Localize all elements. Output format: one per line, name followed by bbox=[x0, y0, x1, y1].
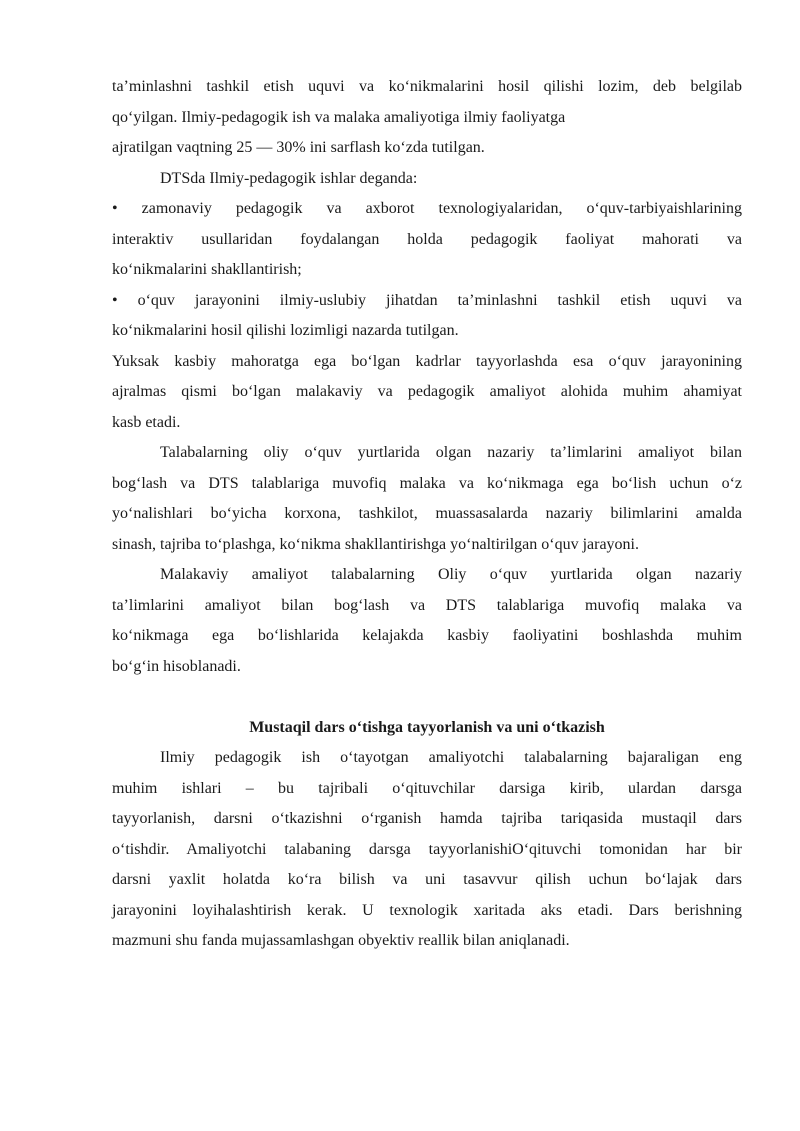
text-line: darsni yaxlit holatda ko‘ra bilish va uni tasavvur qilish uchun bo‘lajak dars bbox=[112, 871, 742, 888]
text-line: bo‘g‘in hisoblanadi. bbox=[112, 657, 241, 675]
text-line: sinash, tajriba to‘plashga, ko‘nikma shakllantirishga yo‘naltirilgan o‘quv jarayoni. bbox=[112, 535, 639, 553]
text-line: Talabalarning oliy o‘quv yurtlarida olgan nazariy ta’limlarini amaliyot bilan bbox=[160, 444, 742, 461]
text-line: qo‘yilgan. Ilmiy-pedagogik ish va malaka amaliyotiga ilmiy faoliyatga bbox=[112, 108, 566, 126]
text-line: tayyorlanish, darsni o‘tkazishni o‘rganish hamda tajriba tariqasida mustaqil dars bbox=[112, 810, 742, 827]
text-line: ajralmas qismi bo‘lgan malakaviy va pedagogik amaliyot alohida muhim ahamiyat bbox=[112, 383, 742, 400]
document-page bbox=[112, 72, 742, 957]
text-line: Yuksak kasbiy mahoratga ega bo‘lgan kadrlar tayyorlashda esa o‘quv jarayonining bbox=[112, 352, 742, 370]
bullet-line: • o‘quv jarayonini ilmiy-uslubiy jihatdan ta’minlashni tashkil etish uquvi va bbox=[112, 291, 742, 309]
bullet-line: • zamonaviy pedagogik va axborot texnologiyalaridan, o‘quv-tarbiyaishlarining bbox=[112, 200, 742, 217]
text-line: ko‘nikmalarini shakllantirish; bbox=[112, 261, 302, 278]
text-line: mazmuni shu fanda mujassamlashgan obyektiv reallik bilan aniqlanadi. bbox=[112, 932, 570, 949]
text-line: Malakaviy amaliyot talabalarning Oliy o‘quv yurtlarida olgan nazariy bbox=[160, 566, 742, 583]
text-line: ko‘nikmalarini hosil qilishi lozimligi nazarda tutilgan. bbox=[112, 322, 459, 339]
text-line: jarayonini loyihalashtirish kerak. U texnologik xaritada aks etadi. Dars berishning bbox=[112, 901, 742, 919]
text-line: DTSda Ilmiy-pedagogik ishlar deganda: bbox=[160, 169, 418, 187]
text-line: muhim ishlari – bu tajribali o‘qituvchilar darsiga kirib, ulardan darsga bbox=[112, 779, 742, 797]
text-line: kasb etadi. bbox=[112, 413, 181, 431]
text-line: bog‘lash va DTS talablariga muvofiq malaka va ko‘nikmaga ega bo‘lish uchun o‘z bbox=[112, 474, 742, 492]
text-line: interaktiv usullaridan foydalangan holda pedagogik faoliyat mahorati va bbox=[112, 230, 742, 248]
text-line: ajratilgan vaqtning 25 — 30% ini sarflash ko‘zda tutilgan. bbox=[112, 139, 485, 156]
text-line: ta’limlarini amaliyot bilan bog‘lash va DTS talablariga muvofiq malaka va bbox=[112, 596, 742, 614]
paragraph-gap bbox=[112, 682, 742, 713]
text-line: Ilmiy pedagogik ish o‘tayotgan amaliyotchi talabalarning bajaraligan eng bbox=[160, 749, 742, 766]
text-line: yo‘nalishlari bo‘yicha korxona, tashkilot, muassasalarda nazariy bilimlarini amalda bbox=[112, 505, 742, 522]
section-heading: Mustaqil dars o‘tishga tayyorlanish va uni o‘tkazish bbox=[249, 718, 605, 736]
text-line: ko‘nikmaga ega bo‘lishlarida kelajakda kasbiy faoliyatini boshlashda muhim bbox=[112, 627, 742, 644]
text-line: ta’minlashni tashkil etish uquvi va ko‘nikmalarini hosil qilishi lozim, deb belgilab bbox=[112, 78, 742, 95]
text-line: o‘tishdir. Amaliyotchi talabaning darsga tayyorlanishiO‘qituvchi tomonidan har bir bbox=[112, 840, 742, 858]
